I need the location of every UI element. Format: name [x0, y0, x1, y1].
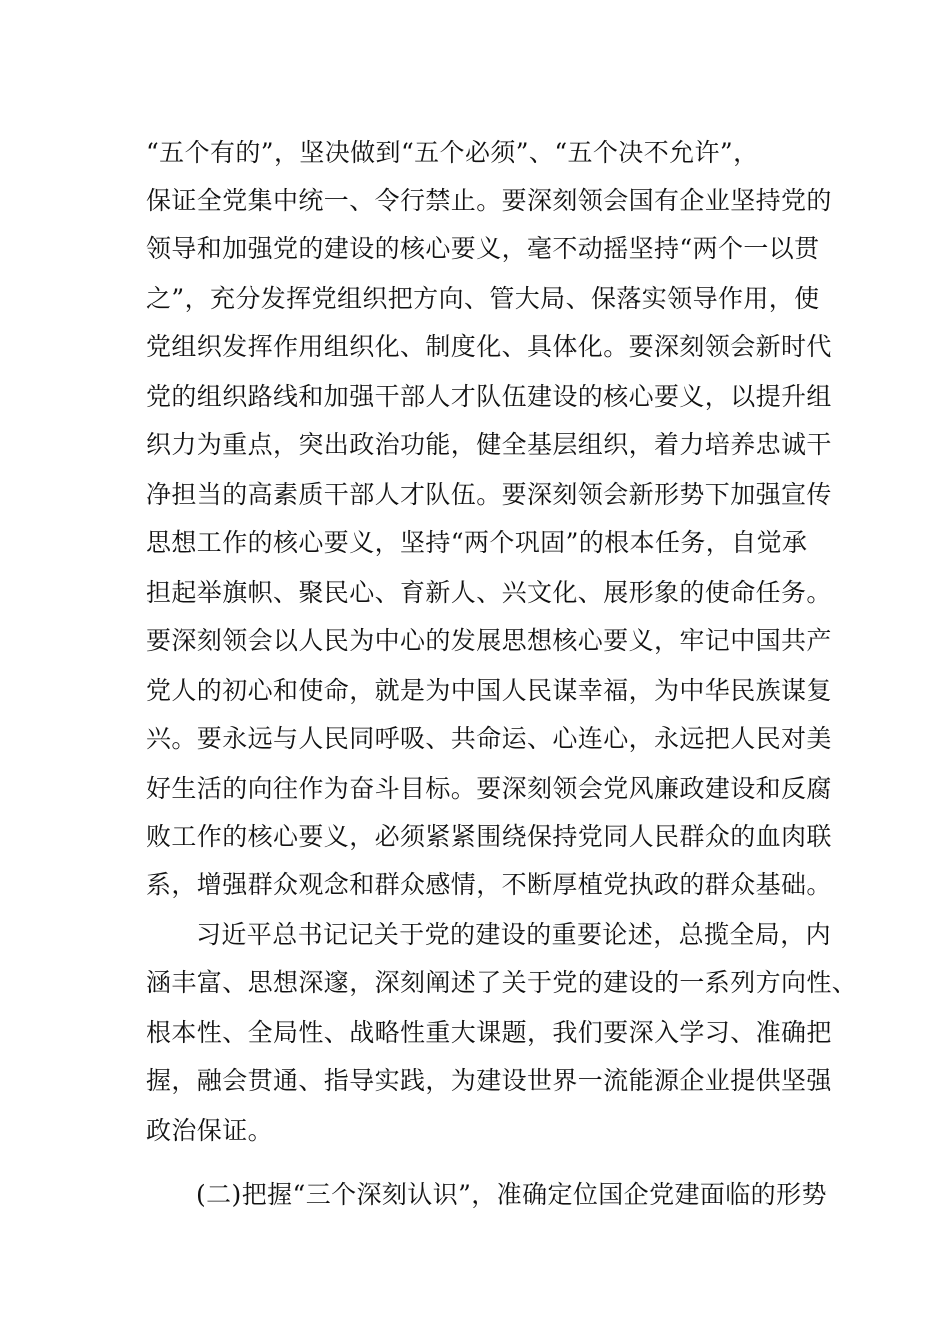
- text-line: 兴。要永远与人民同呼吸、共命运、心连心，永远把人民对美: [146, 724, 832, 753]
- text-line: 败工作的核心要义，必须紧紧围绕保持党同人民群众的血肉联: [146, 822, 832, 851]
- text-line: 保证全党集中统一、令行禁止。要深刻领会国有企业坚持党的: [146, 186, 832, 215]
- text-line: 织力为重点，突出政治功能，健全基层组织，着力培养忠诚干: [146, 430, 832, 459]
- text-line: 要深刻领会以人民为中心的发展思想核心要义，牢记中国共产: [146, 626, 832, 655]
- text-line: 根本性、全局性、战略性重大课题，我们要深入学习、准确把: [146, 1018, 832, 1047]
- section-heading: (二)把握“三个深刻认识”，准确定位国企党建面临的形势: [196, 1180, 827, 1209]
- text-line: 领导和加强党的建设的核心要义，毫不动摇坚持“两个一以贯: [146, 234, 820, 263]
- text-line: 担起举旗帜、聚民心、育新人、兴文化、展形象的使命任务。: [146, 578, 832, 607]
- text-line: 思想工作的核心要义，坚持“两个巩固”的根本任务，自觉承: [146, 528, 808, 557]
- text-line: 党的组织路线和加强干部人才队伍建设的核心要义，以提升组: [146, 382, 832, 411]
- text-line: 好生活的向往作为奋斗目标。要深刻领会党风廉政建设和反腐: [146, 774, 832, 803]
- text-line: 系，增强群众观念和群众感情，不断厚植党执政的群众基础。: [146, 870, 832, 899]
- text-line: 握，融会贯通、指导实践，为建设世界一流能源企业提供坚强: [146, 1066, 832, 1095]
- text-line: 之”，充分发挥党组织把方向、管大局、保落实领导作用，使: [146, 284, 820, 313]
- text-line: 涵丰富、思想深邃，深刻阐述了关于党的建设的一系列方向性、: [146, 968, 858, 997]
- text-line: 党组织发挥作用组织化、制度化、具体化。要深刻领会新时代: [146, 332, 832, 361]
- paragraph-first-line: 习近平总书记记关于党的建设的重要论述，总揽全局，内: [196, 920, 832, 949]
- text-line: 党人的初心和使命，就是为中国人民谋幸福，为中华民族谋复: [146, 676, 832, 705]
- text-line: “五个有的”，坚决做到“五个必须”、“五个决不允许”，: [146, 138, 759, 167]
- text-line: 净担当的高素质干部人才队伍。要深刻领会新形势下加强宣传: [146, 480, 832, 509]
- text-line: 政治保证。: [146, 1116, 274, 1145]
